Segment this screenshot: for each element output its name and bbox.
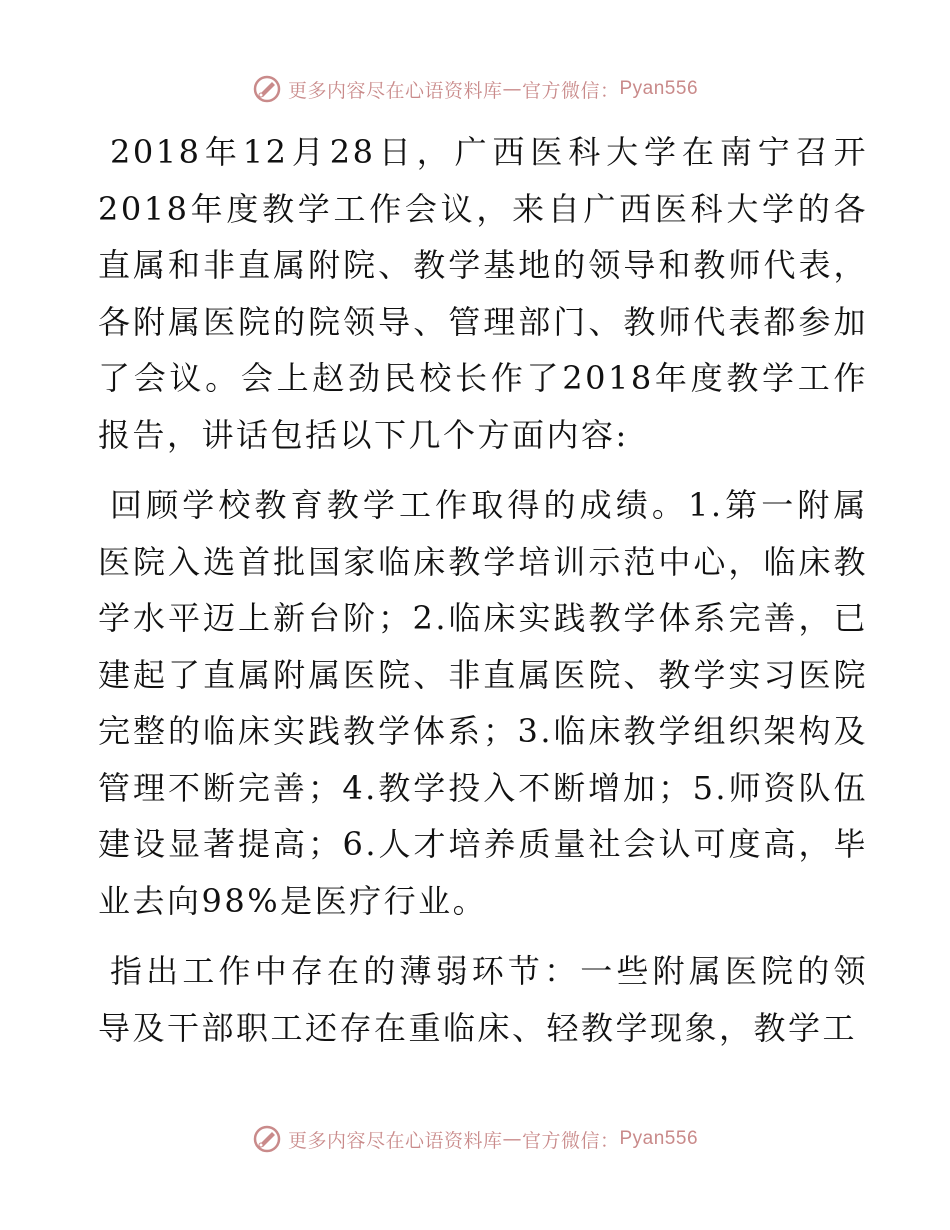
watermark-handle: Pyan556 — [619, 1128, 699, 1149]
watermark-official-label: 官方微信： — [521, 79, 620, 102]
watermark-handle: Pyan556 — [619, 78, 699, 99]
watermark-brand: 更多内容尽在心语资料库 — [287, 1129, 503, 1152]
seal-logo-icon — [252, 1124, 282, 1154]
watermark-brand: 更多内容尽在心语资料库 — [287, 79, 503, 102]
watermark-dash: — — [502, 1128, 522, 1150]
seal-logo-icon — [252, 74, 282, 104]
paragraph-3: 指出工作中存在的薄弱环节：一些附属医院的领导及干部职工还存在重临床、轻教学现象，教学工 — [98, 952, 868, 1047]
document-body — [98, 124, 868, 1070]
watermark-dash: — — [502, 78, 522, 100]
watermark-banner-top — [0, 74, 950, 104]
watermark-banner-bottom — [0, 1124, 950, 1154]
watermark-official-label: 官方微信： — [521, 1129, 620, 1152]
paragraph-2: 回顾学校教育教学工作取得的成绩。1.第一附属医院入选首批国家临床教学培训示范中心，临床教学水平迈上新台阶；2.临床实践教学体系完善，已建起了直属附属医院、非直属医院、教学实习医院完整的临床实践教学体系；3.临床教学组织架构及管理不断完善；4.教学投入不断增加；5.师资队伍建设显著提高；6.人才培养质量社会认可度高，毕业去向98%是医疗行业。 — [98, 486, 868, 920]
paragraph-1: 2018年12月28日，广西医科大学在南宁召开2018年度教学工作会议，来自广西医科大学的各直属和非直属附院、教学基地的领导和教师代表，各附属医院的院领导、管理部门、教师代表都参加了会议。会上赵劲民校长作了2018年度教学工作报告，讲话包括以下几个方面内容: — [98, 133, 868, 454]
